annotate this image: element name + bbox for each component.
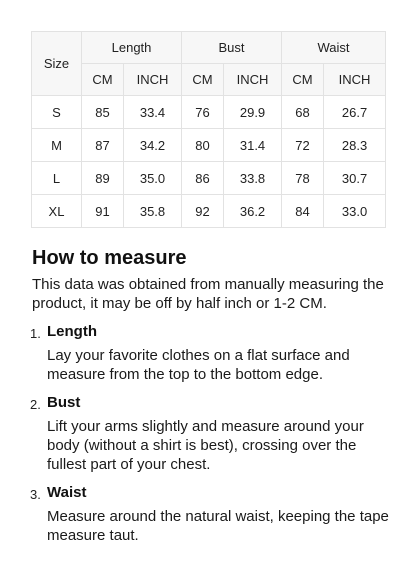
table-cell: 87 xyxy=(82,129,124,162)
size-chart-table xyxy=(31,31,386,228)
list-item xyxy=(32,393,392,474)
table-cell: 68 xyxy=(282,96,324,129)
unit-header: CM xyxy=(182,64,224,96)
step-description: Measure around the natural waist, keeping the tape measure taut. xyxy=(47,508,389,544)
step-description: Lift your arms slightly and measure around your body (without a shirt is best), crossing over the fullest part of your chest. xyxy=(47,418,364,473)
table-cell: 76 xyxy=(182,96,224,129)
step-description: Lay your favorite clothes on a flat surface and measure from the top to the bottom edge. xyxy=(47,347,350,383)
size-cell: XL xyxy=(32,195,82,228)
table-row xyxy=(32,129,386,162)
table-cell: 84 xyxy=(282,195,324,228)
waist-group-header: Waist xyxy=(282,32,386,64)
unit-header: INCH xyxy=(324,64,386,96)
table-cell: 35.0 xyxy=(124,162,182,195)
table-cell: 26.7 xyxy=(324,96,386,129)
unit-header-row xyxy=(32,64,386,96)
step-title: Length xyxy=(47,323,97,340)
table-cell: 33.8 xyxy=(224,162,282,195)
table-cell: 85 xyxy=(82,96,124,129)
table-cell: 36.2 xyxy=(224,195,282,228)
unit-header: INCH xyxy=(224,64,282,96)
table-cell: 78 xyxy=(282,162,324,195)
table-cell: 33.0 xyxy=(324,195,386,228)
step-number: 3. xyxy=(30,487,41,502)
table-cell: 29.9 xyxy=(224,96,282,129)
table-row xyxy=(32,96,386,129)
measurement-steps-list xyxy=(32,322,392,554)
size-cell: S xyxy=(32,96,82,129)
table-cell: 86 xyxy=(182,162,224,195)
table-row xyxy=(32,162,386,195)
table-cell: 28.3 xyxy=(324,129,386,162)
list-item xyxy=(32,483,392,545)
table-header-row xyxy=(32,32,386,64)
table-cell: 31.4 xyxy=(224,129,282,162)
step-title: Waist xyxy=(47,484,87,501)
intro-paragraph: This data was obtained from manually measuring the product, it may be off by half inch or 1-2 CM. xyxy=(32,276,384,312)
list-item xyxy=(32,322,392,384)
step-number: 2. xyxy=(30,397,41,412)
step-title: Bust xyxy=(47,394,81,411)
table-cell: 92 xyxy=(182,195,224,228)
size-cell: M xyxy=(32,129,82,162)
section-heading: How to measure xyxy=(32,247,187,269)
table-cell: 30.7 xyxy=(324,162,386,195)
table-cell: 34.2 xyxy=(124,129,182,162)
size-column-header: Size xyxy=(32,32,82,96)
table-cell: 35.8 xyxy=(124,195,182,228)
unit-header: CM xyxy=(282,64,324,96)
bust-group-header: Bust xyxy=(182,32,282,64)
table-cell: 80 xyxy=(182,129,224,162)
step-number: 1. xyxy=(30,326,41,341)
table-cell: 91 xyxy=(82,195,124,228)
table-cell: 72 xyxy=(282,129,324,162)
length-group-header: Length xyxy=(82,32,182,64)
unit-header: CM xyxy=(82,64,124,96)
size-cell: L xyxy=(32,162,82,195)
table-cell: 33.4 xyxy=(124,96,182,129)
table-cell: 89 xyxy=(82,162,124,195)
unit-header: INCH xyxy=(124,64,182,96)
table-row xyxy=(32,195,386,228)
